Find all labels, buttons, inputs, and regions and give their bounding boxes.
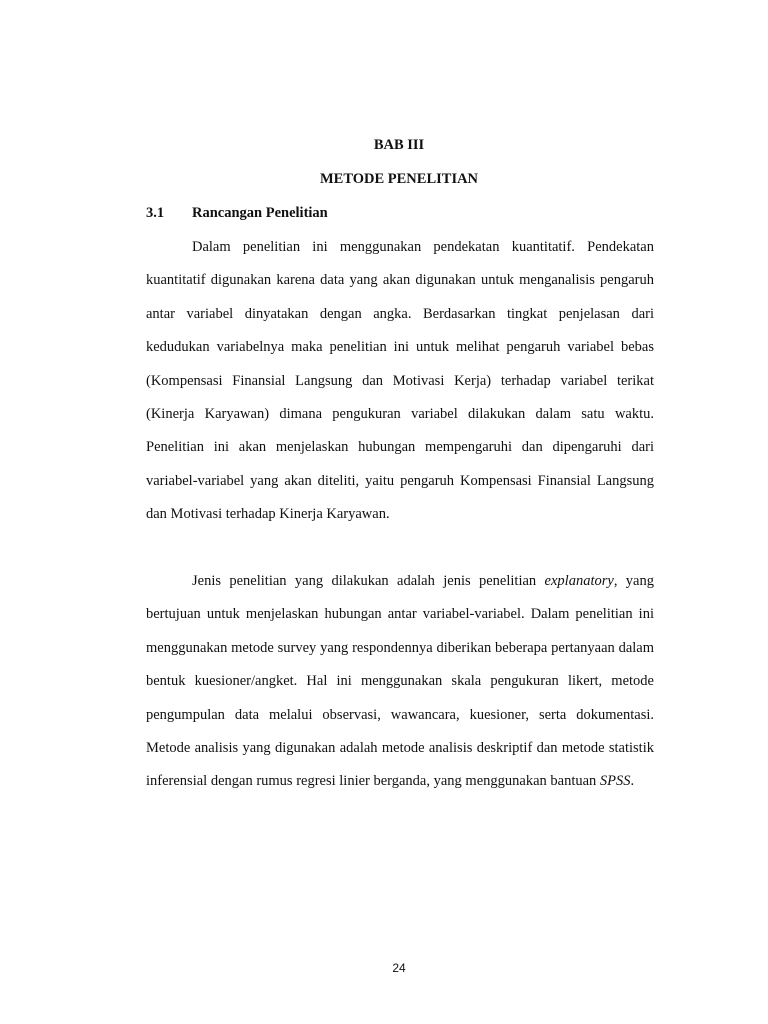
body-paragraph-2 xyxy=(146,565,654,799)
section-title: Rancangan Penelitian xyxy=(192,205,328,221)
paragraph-2-text-end: . xyxy=(630,773,635,790)
paragraph-2-text-start: Jenis penelitian yang dilakukan adalah jenis penelitian xyxy=(192,573,545,589)
body-paragraph-2-block xyxy=(146,565,654,799)
spss-term: SPSS xyxy=(599,773,631,790)
paragraph-2-text-middle: , yang bertujuan untuk menjelaskan hubungan antar variabel-variabel. Dalam penelitian ini menggunakan metode survey yang respondennya diberikan beberapa pertanyaan dalam bentuk kuesioner/angket. Hal ini menggunakan skala pengukuran likert, metode pengumpulan data melalui observasi, wawancara, kuesioner, serta dokumentasi. Metode analisis yang digunakan adalah metode analisis deskriptif dan metode statistik inferensial dengan rumus regresi linier berganda, yang menggunakan bantuan xyxy=(146,573,654,790)
page-number: 24 xyxy=(392,961,406,975)
body-paragraph-1: Dalam penelitian ini menggunakan pendekatan kuantitatif. Pendekatan kuantitatif digunakan karena data yang akan digunakan untuk menganalisis pengaruh antar variabel dinyatakan dengan angka. Berdasarkan tingkat penjelasan dari kedudukan variabelnya maka penelitian ini untuk melihat pengaruh variabel bebas (Kompensasi Finansial Langsung dan Motivasi Kerja) terhadap variabel terikat (Kinerja Karyawan) dimana pengukuran variabel dilakukan dalam satu waktu. Penelitian ini akan menjelaskan hubungan mempengaruhi dan dipengaruhi dari variabel-variabel yang akan diteliti, yaitu pengaruh Kompensasi Finansial Langsung dan Motivasi terhadap Kinerja Karyawan. xyxy=(146,239,654,523)
section-heading xyxy=(146,205,328,222)
section-number: 3.1 xyxy=(146,205,165,221)
chapter-title: METODE PENELITIAN xyxy=(319,171,479,187)
chapter-number: BAB III xyxy=(373,137,425,153)
explanatory-term: explanatory xyxy=(544,573,614,589)
body-paragraph-1-block xyxy=(146,231,654,532)
